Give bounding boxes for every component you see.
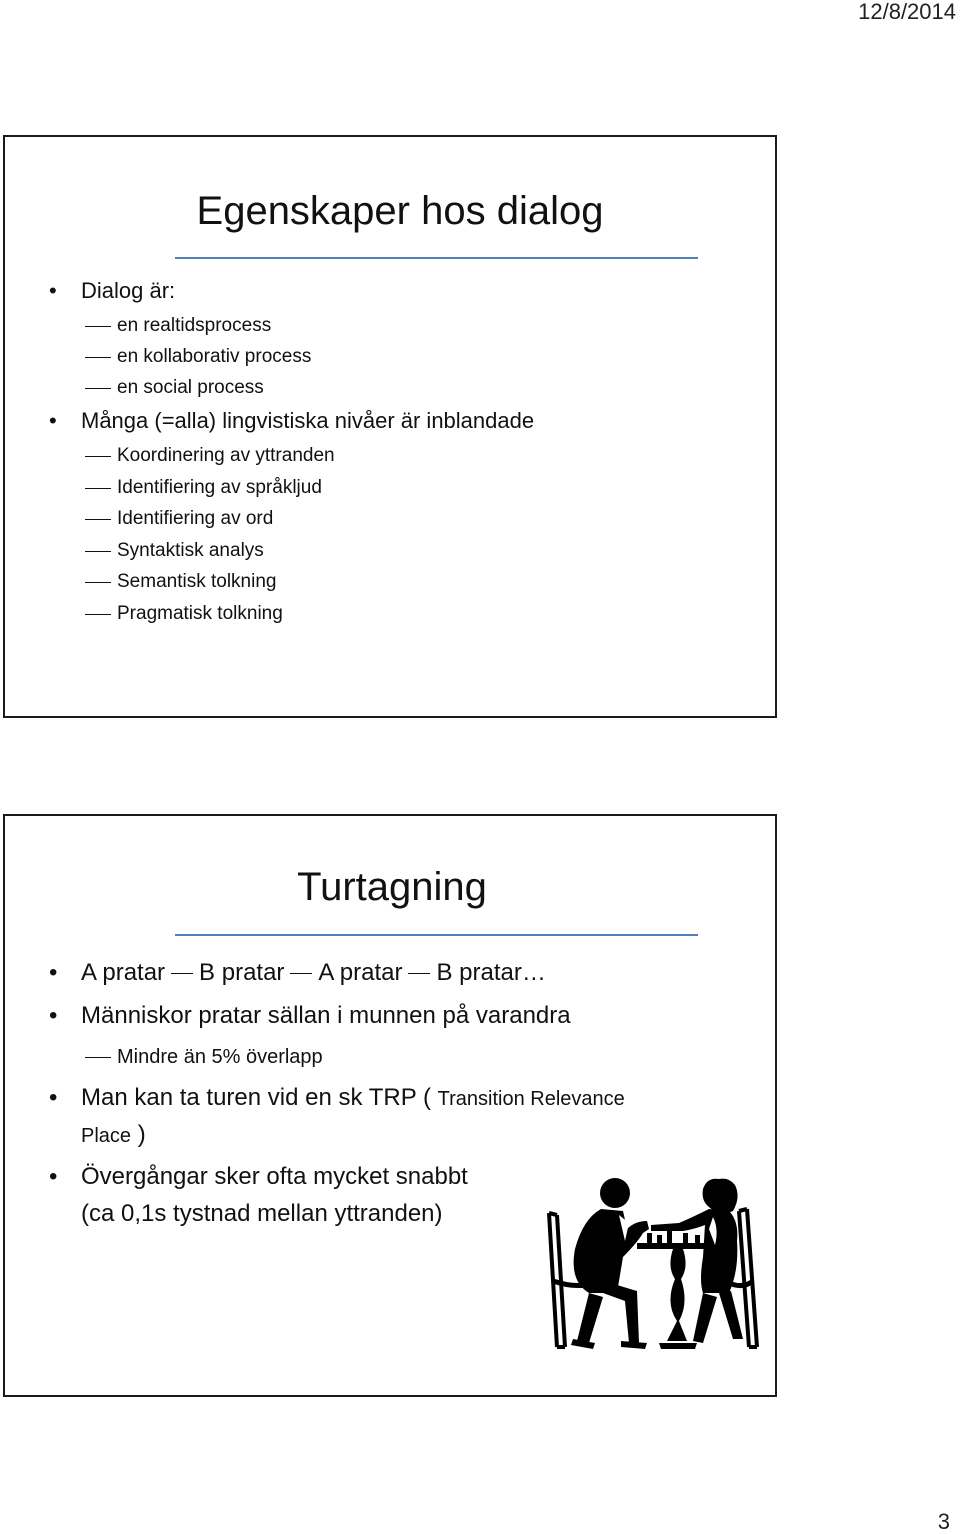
bullet-dot-icon: • — [49, 408, 57, 433]
dash-icon — [85, 456, 111, 457]
bullet-dot-icon: • — [49, 1002, 58, 1029]
bullet-main-text: ) — [137, 1121, 146, 1148]
sub-text: Mindre än 5% överlapp — [117, 1046, 323, 1068]
dash-icon — [85, 551, 111, 552]
page-number: 3 — [937, 1509, 950, 1534]
bullet-text: Dialog är: — [81, 278, 176, 303]
bullet-text: (ca 0,1s tystnad mellan yttranden) — [81, 1200, 443, 1227]
turn-a: A pratar — [81, 959, 166, 986]
bullet-text — [81, 1120, 146, 1151]
turn-a: A pratar — [318, 959, 403, 986]
slide-egenskaper — [3, 135, 777, 718]
dash-icon — [408, 973, 430, 974]
slide-title: Egenskaper hos dialog — [196, 189, 604, 233]
turn-b: B pratar — [199, 959, 285, 986]
sub-text: en social process — [117, 377, 264, 398]
dash-icon — [85, 326, 111, 327]
sub-text: Pragmatisk tolkning — [117, 603, 283, 624]
dash-icon — [85, 614, 111, 615]
dash-icon — [85, 519, 111, 520]
slide-turtagning — [3, 814, 777, 1397]
turn-b: B pratar… — [436, 959, 546, 986]
dash-icon — [85, 1057, 111, 1058]
title-rule — [175, 934, 698, 936]
dash-icon — [85, 488, 111, 489]
sub-text: en realtidsprocess — [117, 315, 272, 336]
bullet-small-text: Place — [81, 1125, 132, 1147]
bullet-text: Övergångar sker ofta mycket snabbt — [81, 1163, 468, 1190]
dash-icon — [85, 357, 111, 358]
page-date: 12/8/2014 — [858, 0, 956, 24]
bullet-dot-icon: • — [49, 959, 58, 986]
chess-players-icon — [543, 1171, 763, 1351]
dash-icon — [85, 388, 111, 389]
bullet-main-text: Man kan ta turen vid en sk TRP ( — [81, 1084, 431, 1111]
bullet-dot-icon: • — [49, 278, 57, 303]
sub-text: Semantisk tolkning — [117, 571, 277, 592]
dash-icon — [290, 973, 312, 974]
dash-icon — [171, 973, 193, 974]
sub-text: Koordinering av yttranden — [117, 445, 335, 466]
bullet-small-text: Transition Relevance — [437, 1088, 625, 1110]
sub-text: en kollaborativ process — [117, 346, 312, 367]
bullet-text: Människor pratar sällan i munnen på varandra — [81, 1002, 571, 1029]
bullet-text: Många (=alla) lingvistiska nivåer är inblandade — [81, 408, 535, 433]
title-rule — [175, 257, 698, 259]
dash-icon — [85, 582, 111, 583]
bullet-text — [81, 958, 546, 988]
sub-text: Identifiering av ord — [117, 508, 274, 529]
sub-text: Syntaktisk analys — [117, 540, 264, 561]
bullet-dot-icon: • — [49, 1163, 58, 1190]
bullet-dot-icon: • — [49, 1084, 58, 1111]
slide-title: Turtagning — [297, 865, 487, 909]
bullet-text — [81, 1083, 625, 1114]
sub-text: Identifiering av språkljud — [117, 477, 322, 498]
